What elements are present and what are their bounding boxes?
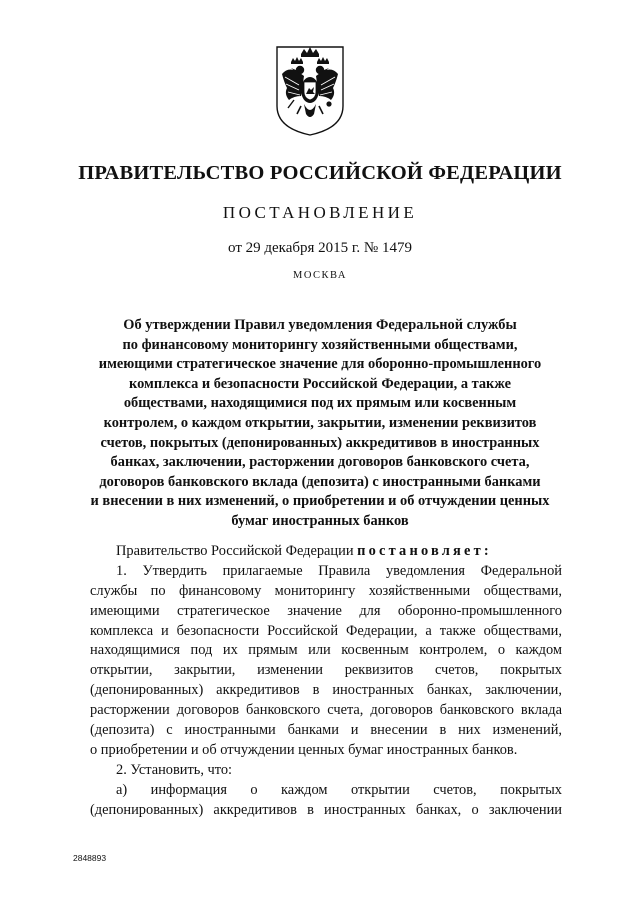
paragraph-1-line: комплекса и безопасности Российской Федерации, а также обществами, (90, 622, 562, 639)
subject-line: бумаг иностранных банков (231, 512, 409, 529)
paragraph-2a-line: а) информация о каждом открытии счетов, покрытых (116, 781, 562, 798)
paragraph-1-line: о приобретении и об отчуждении ценных бумаг иностранных банков. (90, 741, 518, 758)
paragraph-1-line: (депонированных) аккредитивов в иностранных банках, заключении, (90, 682, 562, 699)
date-and-number: от 29 декабря 2015 г. № 1479 (228, 240, 412, 256)
subject-line: контролем, о каждом открытии, закрытии, изменении реквизитов (103, 414, 537, 431)
government-title: ПРАВИТЕЛЬСТВО РОССИЙСКОЙ ФЕДЕРАЦИИ (78, 162, 562, 184)
paragraph-1-line: открытии, закрытии, изменении реквизитов счетов, покрытых (90, 662, 562, 679)
subject-line: Об утверждении Правил уведомления Федеральной службы (123, 317, 517, 333)
coat-of-arms-emblem (274, 44, 346, 138)
paragraph-1-line: службы по финансовому мониторингу хозяйственными обществами, (90, 582, 562, 599)
paragraph-1-line: (депозита) с иностранными банками и внесении в них изменений, (90, 722, 562, 739)
subject-line: обществами, находящимися под их прямым или косвенным (123, 395, 517, 412)
paragraph-1-line: имеющими стратегическое значение для оборонно-промышленного (90, 602, 562, 619)
subject-line: договоров банковского вклада (депозита) с иностранными банками (99, 473, 541, 490)
subject-line: и внесении в них изменений, о приобретении и об отчуждении ценных (90, 493, 550, 510)
subject-line: по финансовому мониторингу хозяйственными обществами, (122, 336, 518, 353)
paragraph-1-line: находящимися под их прямым или косвенным контролем, о каждом (90, 642, 562, 659)
preamble-keyword: постановляет: (357, 543, 492, 559)
document-type: ПОСТАНОВЛЕНИЕ (222, 203, 418, 222)
subject-line: счетов, покрытых (депонированных) аккредитивов в иностранных (100, 434, 540, 451)
paragraph-2: 2. Установить, что: (116, 761, 233, 778)
subject-line: имеющими стратегическое значение для оборонно-промышленного (98, 356, 542, 373)
paragraph-1-line: расторжении договоров банковского счета, договоров банковского вклада (90, 702, 562, 719)
subject-line: банках, заключении, расторжении договоров банковского счета, (110, 454, 530, 471)
city: МОСКВА (293, 270, 347, 281)
paragraph-1-line: 1. Утвердить прилагаемые Правила уведомления Федеральной (116, 562, 562, 579)
preamble-text: Правительство Российской Федерации (116, 543, 358, 559)
resolution-subject (84, 316, 556, 532)
document-code: 2848893 (73, 853, 107, 863)
preamble (90, 542, 562, 562)
subject-line: комплекса и безопасности Российской Федерации, а также (129, 375, 511, 392)
resolution-body (90, 542, 562, 820)
paragraph-2a-line: (депонированных) аккредитивов в иностранных банках, о заключении (90, 801, 562, 818)
